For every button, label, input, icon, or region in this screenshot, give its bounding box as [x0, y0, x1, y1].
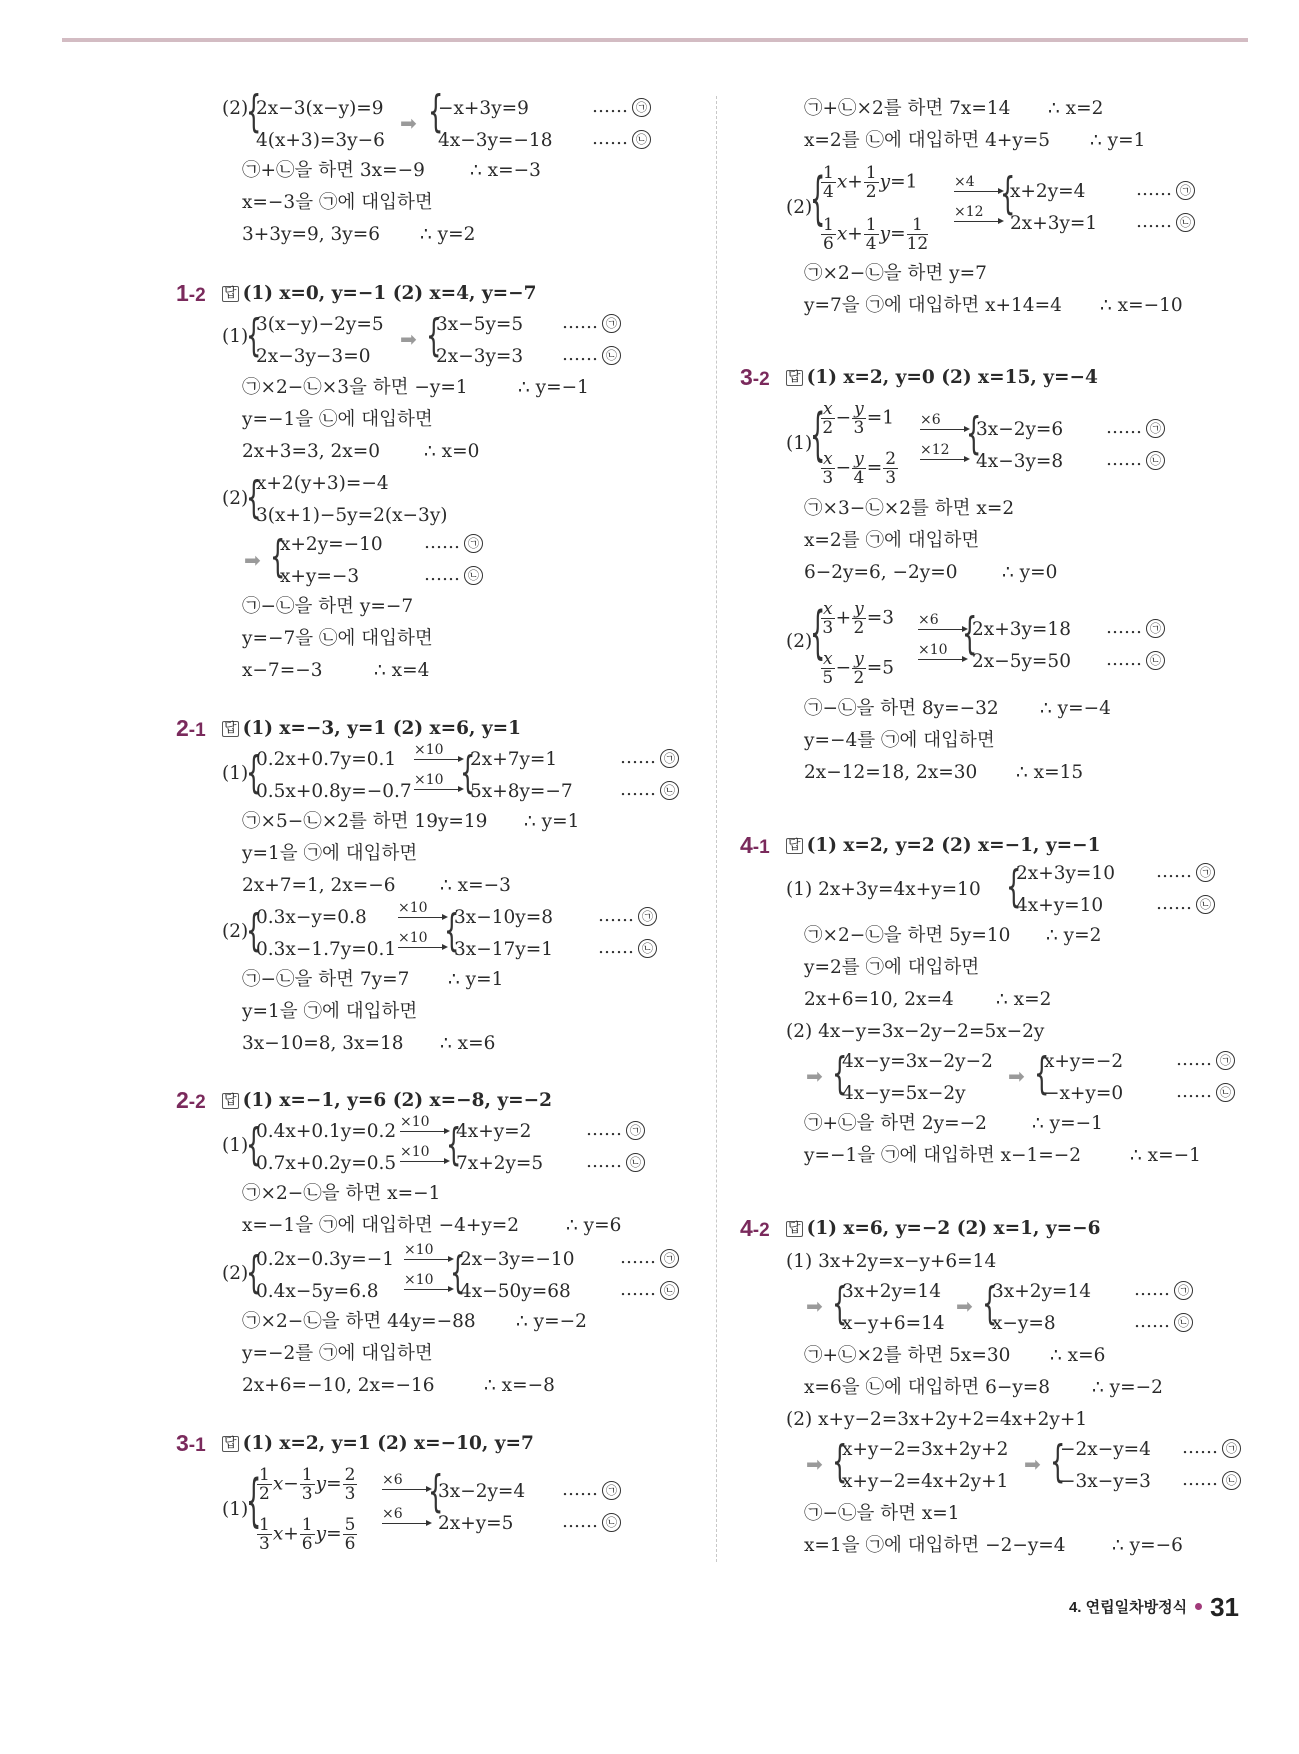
- multiplier: ×6: [382, 1506, 430, 1524]
- answer: 답 (1) x=6, y=−2 (2) x=1, y=−6: [788, 1218, 1101, 1239]
- step-result: ∴ x=−3: [440, 875, 511, 896]
- brace: {: [426, 310, 442, 361]
- column-divider: [716, 96, 717, 1562]
- step-result: ∴ y=1: [448, 969, 504, 990]
- label: (2): [222, 488, 249, 509]
- equation: 2x+y=5: [438, 1513, 514, 1534]
- label: (1): [222, 1135, 249, 1156]
- equation-marker: …… ㉡: [1134, 1311, 1193, 1332]
- label: (1): [222, 326, 249, 347]
- label: (2) 4x−y=3x−2y−2=5x−2y: [786, 1021, 1045, 1042]
- brace: {: [446, 1119, 462, 1170]
- equation: x+2(y+3)=−4: [256, 473, 389, 494]
- fraction-equation: $\frac{x}{3}$ − $\frac{y}{4}$ = $\frac{2}{3}$: [822, 449, 897, 488]
- fraction-equation: $\frac{x}{5}$ − $\frac{y}{2}$ =5: [822, 649, 894, 688]
- label: (1) 3x+2y=x−y+6=14: [786, 1251, 997, 1272]
- multiplier: ×10: [414, 772, 462, 790]
- label: (1): [786, 433, 813, 454]
- equation: 4x−y=3x−2y−2: [842, 1051, 993, 1072]
- step: 2x+6=10, 2x=4: [804, 989, 954, 1010]
- brace: {: [966, 408, 982, 459]
- equation-marker: …… ㉠: [1106, 617, 1165, 638]
- equation-marker: …… ㉡: [1106, 649, 1165, 670]
- equation-marker: …… ㉡: [1106, 449, 1165, 470]
- brace: {: [832, 1278, 848, 1329]
- step-result: ∴ x=0: [424, 441, 480, 462]
- step-result: ∴ x=15: [1016, 762, 1084, 783]
- multiplier: ×10: [400, 1114, 448, 1132]
- arrow-right-icon: ➡: [806, 1064, 823, 1088]
- step: 2x+3=3, 2x=0: [242, 441, 380, 462]
- step: ㉠×2−㉡×3을 하면 −y=1: [242, 377, 468, 398]
- step: ㉠+㉡을 하면 2y=−2: [804, 1113, 987, 1134]
- step: y=−2를 ㉠에 대입하면: [242, 1343, 433, 1364]
- equation: 2x−3y=3: [436, 346, 524, 367]
- brace: {: [246, 472, 262, 523]
- step: ㉠−㉡을 하면 8y=−32: [804, 698, 999, 719]
- step-result: ∴ y=1: [524, 811, 580, 832]
- equation: 4x−y=5x−2y: [842, 1083, 966, 1104]
- brace: {: [810, 600, 826, 667]
- equation-marker: …… ㉠: [1182, 1437, 1241, 1458]
- step-result: ∴ x=−8: [484, 1375, 555, 1396]
- brace: {: [246, 905, 262, 956]
- equation: 3(x+1)−5y=2(x−3y): [256, 505, 448, 526]
- equation: x+2y=4: [1010, 181, 1086, 202]
- brace: {: [460, 747, 476, 798]
- step-result: ∴ x=6: [440, 1033, 496, 1054]
- equation-marker: …… ㉡: [598, 937, 657, 958]
- equation: 2x−5y=50: [972, 651, 1071, 672]
- equation: 2x−3y−3=0: [256, 346, 371, 367]
- step: ㉠×5−㉡×2를 하면 19y=19: [242, 811, 488, 832]
- equation: 0.4x−5y=6.8: [256, 1281, 379, 1302]
- brace: {: [444, 905, 460, 956]
- equation-marker: …… ㉠: [1134, 1279, 1193, 1300]
- step-result: ∴ x=−3: [470, 160, 541, 181]
- equation: x+y−2=3x+2y+2: [842, 1439, 1009, 1460]
- equation: 2x+3y=18: [972, 619, 1071, 640]
- equation: 2x+7y=1: [470, 749, 558, 770]
- step: ㉠+㉡×2를 하면 5x=30: [804, 1345, 1011, 1366]
- brace: {: [246, 1119, 262, 1170]
- bullet-icon: [1195, 1603, 1202, 1610]
- brace: {: [982, 1278, 998, 1329]
- equation: −x+y=0: [1044, 1083, 1124, 1104]
- label: (2): [222, 98, 249, 119]
- equation: 7x+2y=5: [456, 1153, 544, 1174]
- step: ㉠+㉡을 하면 3x=−9: [242, 160, 425, 181]
- equation: 3x−2y=4: [438, 1481, 526, 1502]
- equation-marker: …… ㉡: [424, 564, 483, 585]
- equation: 3x+2y=14: [842, 1281, 941, 1302]
- label: (1): [222, 1499, 249, 1520]
- brace: {: [246, 86, 262, 137]
- equation: 3x−17y=1: [454, 939, 553, 960]
- arrow-right-icon: ➡: [1008, 1064, 1025, 1088]
- step: ㉠×3−㉡×2를 하면 x=2: [804, 498, 1015, 519]
- equation: 4x+y=2: [456, 1121, 532, 1142]
- multiplier: ×12: [920, 442, 968, 460]
- equation-marker: …… ㉠: [1156, 861, 1215, 882]
- arrow-right-icon: ➡: [806, 1452, 823, 1476]
- problem-number: 4-1: [740, 832, 770, 858]
- equation-marker: …… ㉡: [1182, 1469, 1241, 1490]
- equation: 3x−10y=8: [454, 907, 553, 928]
- multiplier: ×10: [414, 742, 462, 760]
- step: ㉠−㉡을 하면 7y=7: [242, 969, 410, 990]
- step-result: ∴ y=0: [1002, 562, 1058, 583]
- step: 3x−10=8, 3x=18: [242, 1033, 404, 1054]
- equation: x+y=−2: [1044, 1051, 1124, 1072]
- multiplier: ×10: [400, 1144, 448, 1162]
- multiplier: ×6: [382, 1472, 430, 1490]
- step: ㉠×2−㉡을 하면 y=7: [804, 263, 987, 284]
- step-result: ∴ y=−4: [1040, 698, 1111, 719]
- step: 6−2y=6, −2y=0: [804, 562, 958, 583]
- brace: {: [246, 1247, 262, 1298]
- equation: 3x−5y=5: [436, 314, 524, 335]
- arrow-right-icon: ➡: [400, 111, 417, 135]
- equation: 3x+2y=14: [992, 1281, 1091, 1302]
- label: (2): [786, 197, 813, 218]
- brace: {: [1034, 1048, 1050, 1099]
- problem-number: 4-2: [740, 1215, 770, 1241]
- brace: {: [1006, 861, 1022, 912]
- problem-number: 2-1: [176, 715, 206, 741]
- step: ㉠×2−㉡을 하면 44y=−88: [242, 1311, 476, 1332]
- multiplier: ×10: [404, 1242, 452, 1260]
- equation: x−y=8: [992, 1313, 1056, 1334]
- answer: 답 (1) x=0, y=−1 (2) x=4, y=−7: [224, 283, 537, 304]
- step: ㉠×2−㉡을 하면 5y=10: [804, 925, 1011, 946]
- equation-marker: …… ㉠: [424, 532, 483, 553]
- problem-number: 3-2: [740, 364, 770, 390]
- equation-marker: …… ㉠: [586, 1119, 645, 1140]
- label: (1): [222, 763, 249, 784]
- step-result: ∴ y=−1: [518, 377, 589, 398]
- step-result: ∴ y=−1: [1032, 1113, 1103, 1134]
- equation: 2x−3(x−y)=9: [256, 98, 384, 119]
- equation: 5x+8y=−7: [470, 781, 573, 802]
- equation-marker: …… ㉡: [586, 1151, 645, 1172]
- step-result: ∴ y=1: [1090, 130, 1146, 151]
- brace: {: [1050, 1436, 1066, 1487]
- top-rule: [62, 38, 1248, 42]
- step: y=−1을 ㉠에 대입하면 x−1=−2: [804, 1145, 1082, 1166]
- step: x=2를 ㉠에 대입하면: [804, 530, 980, 551]
- equation: 0.3x−1.7y=0.1: [256, 939, 397, 960]
- equation: 4x−3y=8: [976, 451, 1064, 472]
- equation: 2x+3y=10: [1016, 863, 1115, 884]
- answer: 답 (1) x=2, y=0 (2) x=15, y=−4: [788, 367, 1098, 388]
- equation: x+2y=−10: [280, 534, 383, 555]
- equation: 4(x+3)=3y−6: [256, 130, 385, 151]
- equation-marker: …… ㉡: [1136, 211, 1195, 232]
- equation: 4x−50y=68: [460, 1281, 571, 1302]
- step: ㉠+㉡×2를 하면 7x=14: [804, 98, 1011, 119]
- step: 2x+6=−10, 2x=−16: [242, 1375, 435, 1396]
- equation-marker: …… ㉠: [598, 905, 657, 926]
- brace: {: [832, 1048, 848, 1099]
- equation: 2x−3y=−10: [460, 1249, 575, 1270]
- step: y=−4를 ㉠에 대입하면: [804, 730, 995, 751]
- equation-marker: …… ㉠: [592, 96, 651, 117]
- multiplier: ×10: [918, 642, 966, 660]
- brace: {: [428, 86, 444, 137]
- page-footer: [1069, 1592, 1239, 1623]
- brace: {: [246, 747, 262, 798]
- equation: 3x−2y=6: [976, 419, 1064, 440]
- arrow-right-icon: ➡: [956, 1294, 973, 1318]
- answer: 답 (1) x=2, y=2 (2) x=−1, y=−1: [788, 835, 1101, 856]
- circled-label: ㉠: [632, 98, 651, 117]
- label: (2): [786, 631, 813, 652]
- step: y=−1을 ㉡에 대입하면: [242, 409, 433, 430]
- brace: {: [810, 166, 826, 233]
- equation-marker: …… ㉠: [562, 1479, 621, 1500]
- step: x=−1을 ㉠에 대입하면 −4+y=2: [242, 1215, 520, 1236]
- label: (1) 2x+3y=4x+y=10: [786, 879, 981, 900]
- multiplier: ×10: [398, 900, 446, 918]
- step: y=−7을 ㉡에 대입하면: [242, 628, 433, 649]
- equation: 2x+3y=1: [1010, 213, 1098, 234]
- fraction-equation: $\frac{1}{6}$ x+ $\frac{1}{4}$ y= $\frac{1}{12}$: [823, 215, 929, 254]
- equation: 0.2x−0.3y=−1: [256, 1249, 395, 1270]
- brace: {: [832, 1436, 848, 1487]
- brace: {: [962, 608, 978, 659]
- brace: {: [270, 531, 286, 582]
- step: x=1을 ㉠에 대입하면 −2−y=4: [804, 1535, 1066, 1556]
- equation: −2x−y=4: [1060, 1439, 1151, 1460]
- step-result: ∴ y=6: [566, 1215, 622, 1236]
- label: (2): [222, 1263, 249, 1284]
- problem-number: 1-2: [176, 280, 206, 306]
- fraction-equation: $\frac{1}{4}$ x+ $\frac{1}{2}$ y=1: [823, 163, 918, 202]
- equation-marker: …… ㉡: [592, 128, 651, 149]
- step-result: ∴ x=2: [1048, 98, 1104, 119]
- equation-marker: …… ㉠: [620, 1247, 679, 1268]
- answer-badge: 답: [224, 286, 237, 301]
- step: x−7=−3: [242, 660, 323, 681]
- page-number: 31: [1210, 1592, 1239, 1622]
- step-result: ∴ x=−1: [1130, 1145, 1201, 1166]
- equation: x−y+6=14: [842, 1313, 945, 1334]
- arrow-right-icon: ➡: [1024, 1452, 1041, 1476]
- step: ㉠−㉡을 하면 y=−7: [242, 596, 414, 617]
- step-result: ∴ x=−10: [1100, 295, 1183, 316]
- equation-marker: …… ㉡: [620, 1279, 679, 1300]
- step: y=7을 ㉠에 대입하면 x+14=4: [804, 295, 1062, 316]
- step: x=6을 ㉡에 대입하면 6−y=8: [804, 1377, 1051, 1398]
- problem-number: 2-2: [176, 1087, 206, 1113]
- equation: 3(x−y)−2y=5: [256, 314, 384, 335]
- fraction-equation: $\frac{x}{3}$ + $\frac{y}{2}$ =3: [822, 599, 894, 638]
- equation-marker: …… ㉡: [1156, 893, 1215, 914]
- multiplier: ×12: [954, 204, 1002, 222]
- multiplier: ×6: [918, 612, 966, 630]
- answer: 답 (1) x=−3, y=1 (2) x=6, y=1: [224, 718, 521, 739]
- arrow-right-icon: ➡: [400, 327, 417, 351]
- step-result: ∴ y=−6: [1112, 1535, 1183, 1556]
- equation-marker: …… ㉠: [1136, 179, 1195, 200]
- equation: 4x+y=10: [1016, 895, 1104, 916]
- step-result: ∴ x=6: [1050, 1345, 1106, 1366]
- answer: 답 (1) x=2, y=1 (2) x=−10, y=7: [224, 1433, 534, 1454]
- step: x=2를 ㉡에 대입하면 4+y=5: [804, 130, 1051, 151]
- step-result: ∴ y=2: [420, 224, 476, 245]
- equation-marker: …… ㉠: [620, 747, 679, 768]
- equation-marker: …… ㉡: [1176, 1081, 1235, 1102]
- fraction-equation: $\frac{x}{2}$ − $\frac{y}{3}$ =1: [822, 399, 894, 438]
- equation: −3x−y=3: [1060, 1471, 1151, 1492]
- arrow-right-icon: ➡: [806, 1294, 823, 1318]
- equation: 4x−3y=−18: [438, 130, 553, 151]
- label: (2): [222, 921, 249, 942]
- problem-number: 3-1: [176, 1430, 206, 1456]
- multiplier: ×10: [404, 1272, 452, 1290]
- step-result: ∴ y=−2: [1092, 1377, 1163, 1398]
- step-result: ∴ y=2: [1046, 925, 1102, 946]
- equation: 0.2x+0.7y=0.1: [256, 749, 397, 770]
- step-result: ∴ x=4: [374, 660, 430, 681]
- step-result: ∴ x=2: [996, 989, 1052, 1010]
- brace: {: [1000, 168, 1016, 219]
- answer: 답 (1) x=−1, y=6 (2) x=−8, y=−2: [224, 1090, 552, 1111]
- equation-marker: …… ㉡: [562, 1511, 621, 1532]
- step: x=−3을 ㉠에 대입하면: [242, 192, 433, 213]
- step: 3+3y=9, 3y=6: [242, 224, 381, 245]
- equation: 0.3x−y=0.8: [256, 907, 367, 928]
- step: y=1을 ㉠에 대입하면: [242, 843, 418, 864]
- fraction-equation: $\frac{1}{3}$ x+ $\frac{1}{6}$ y= $\frac{5}{6}$: [259, 1515, 356, 1554]
- brace: {: [246, 1468, 262, 1535]
- brace: {: [428, 1466, 444, 1517]
- equation: 0.4x+0.1y=0.2: [256, 1121, 397, 1142]
- fraction-equation: $\frac{1}{2}$ x− $\frac{1}{3}$ y= $\frac{2}{3}$: [259, 1465, 356, 1504]
- arrow-right-icon: ➡: [244, 548, 261, 572]
- brace: {: [246, 310, 262, 361]
- equation-marker: …… ㉡: [562, 344, 621, 365]
- step: y=2를 ㉠에 대입하면: [804, 957, 980, 978]
- equation: x+y−2=4x+2y+1: [842, 1471, 1009, 1492]
- equation: −x+3y=9: [438, 98, 529, 119]
- equation-marker: …… ㉠: [1176, 1049, 1235, 1070]
- multiplier: ×4: [954, 174, 1002, 192]
- equation: x+y=−3: [280, 566, 360, 587]
- step: 2x+7=1, 2x=−6: [242, 875, 396, 896]
- chapter-title: 4. 연립일차방정식: [1068, 1599, 1188, 1616]
- equation-marker: …… ㉠: [562, 312, 621, 333]
- brace: {: [810, 402, 826, 469]
- multiplier: ×10: [398, 930, 446, 948]
- brace: {: [450, 1247, 466, 1298]
- label: (2) x+y−2=3x+2y+2=4x+2y+1: [786, 1409, 1088, 1430]
- step: 2x−12=18, 2x=30: [804, 762, 978, 783]
- equation: 0.7x+0.2y=0.5: [256, 1153, 397, 1174]
- equation-marker: …… ㉡: [620, 779, 679, 800]
- step: ㉠×2−㉡을 하면 x=−1: [242, 1183, 441, 1204]
- multiplier: ×6: [920, 412, 968, 430]
- step-result: ∴ y=−2: [516, 1311, 587, 1332]
- step: ㉠−㉡을 하면 x=1: [804, 1503, 960, 1524]
- equation: 0.5x+0.8y=−0.7: [256, 781, 412, 802]
- circled-label: ㉡: [632, 130, 651, 149]
- step: y=1을 ㉠에 대입하면: [242, 1001, 418, 1022]
- equation-marker: …… ㉠: [1106, 417, 1165, 438]
